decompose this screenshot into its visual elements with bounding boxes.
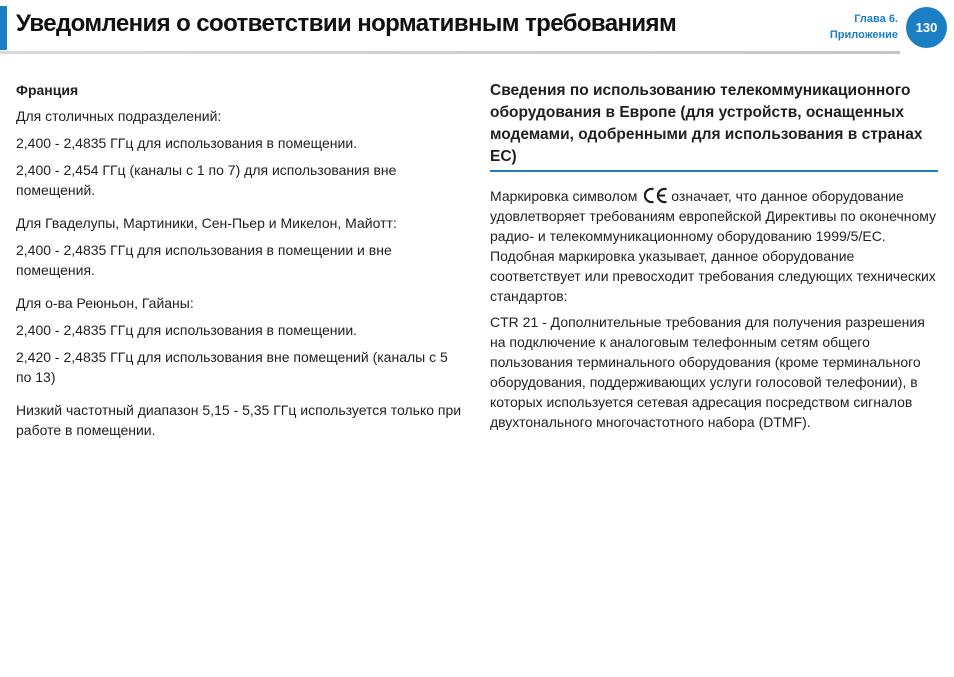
chapter-info	[830, 11, 898, 43]
paragraph: Для столичных подразделений:	[16, 108, 222, 124]
paragraph: 2,400 - 2,454 ГГц (каналы с 1 по 7) для использования вне помещений.	[16, 162, 397, 198]
section-title-france: Франция	[16, 82, 79, 98]
left-column	[16, 80, 466, 447]
ce-mark-icon	[643, 187, 669, 204]
ce-text-before: Маркировка символом	[490, 188, 638, 204]
paragraph: Для Гваделупы, Мартиники, Сен-Пьер и Микелон, Майотт:	[16, 215, 397, 231]
paragraph: Низкий частотный диапазон 5,15 - 5,35 ГГц используется только при работе в помещении.	[16, 402, 462, 438]
chapter-name: Приложение	[829, 29, 898, 41]
section-heading-eu: Сведения по использованию телекоммуникационного оборудования в Европе (для устройств, оснащенных модемами, одобренными для использования в странах ЕС)	[490, 80, 938, 172]
ce-text-after: означает, что данное оборудование удовлетворяет требованиям европейской Директивы по оконечному радио- и телекоммуникационному оборудованию 1999/5/EC. Подобная маркировка указывает, данное оборудование соответствует или превосходит требования следующих технических стандартов:	[490, 188, 937, 304]
paragraph: 2,420 - 2,4835 ГГц для использования вне помещений (каналы с 5 по 13)	[16, 349, 448, 385]
paragraph: 2,400 - 2,4835 ГГц для использования в помещении.	[16, 135, 358, 151]
header-divider	[0, 51, 900, 54]
chapter-label: Глава 6.	[854, 13, 898, 25]
paragraph: 2,400 - 2,4835 ГГц для использования в помещении.	[16, 322, 358, 338]
paragraph: 2,400 - 2,4835 ГГц для использования в помещении и вне помещения.	[16, 242, 392, 278]
right-body	[490, 186, 938, 432]
right-column	[490, 80, 938, 438]
paragraph: Для о-ва Реюньон, Гайаны:	[16, 295, 194, 311]
paragraph-ce	[490, 186, 938, 306]
page-title: Уведомления о соответствии нормативным требованиям	[16, 10, 677, 37]
paragraph: CTR 21 - Дополнительные требования для получения разрешения на подключение к аналоговым телефонным сетям общего пользования терминального оборудования (кроме терминального оборудования, поддерживающих услуги голосовой телефонии), в которых используется сетевая адресация посредством сигналов двухтонального многочастотного набора (DTMF).	[490, 314, 925, 430]
page-number-badge: 130	[906, 7, 947, 48]
header-accent-bar	[0, 6, 7, 50]
